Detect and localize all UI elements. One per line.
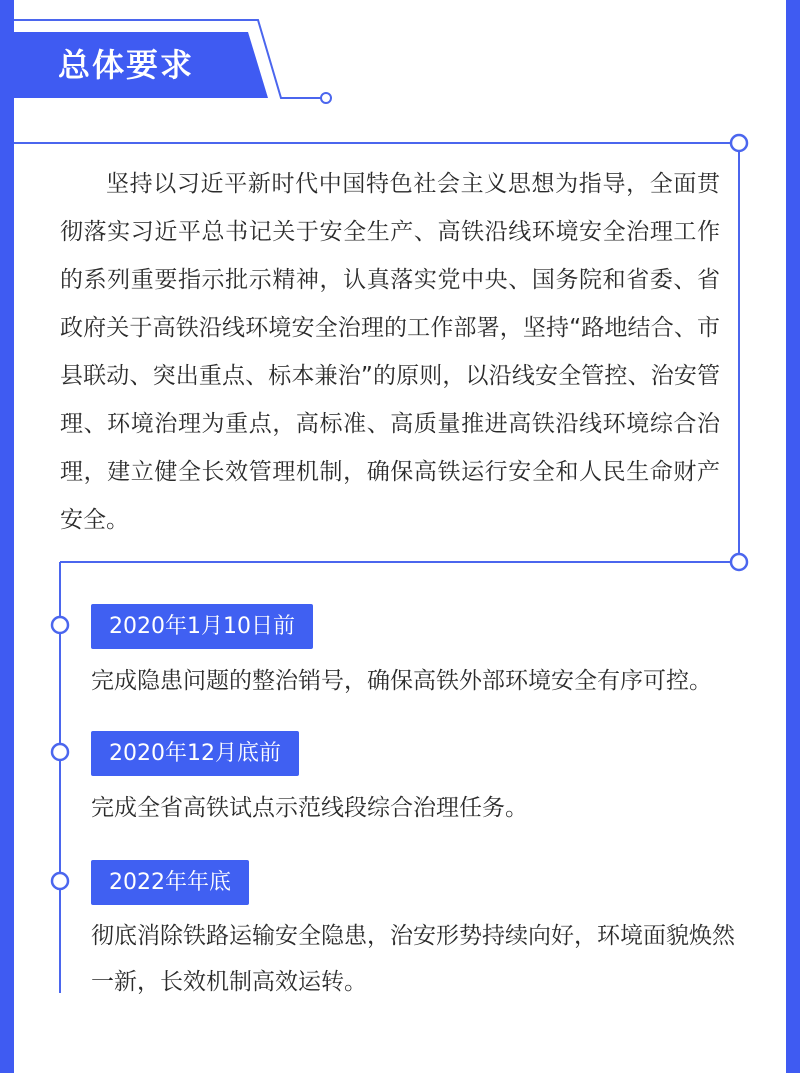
intro-frame-top-dot [731,135,747,151]
timeline-description: 彻底消除铁路运输安全隐患，治安形势持续向好，环境面貌焕然一新，长效机制高效运转。 [91,923,735,995]
section-title: 总体要求 [58,46,195,84]
timeline-date-badge: 2020年12月底前 [91,731,299,776]
timeline-date-badge: 2020年1月10日前 [91,604,313,649]
timeline-dot-3 [52,873,68,889]
title-tab-dot [321,93,331,103]
timeline-description: 完成全省高铁试点示范线段综合治理任务。 [91,795,528,821]
timeline-dot-1 [52,617,68,633]
intro-paragraph: 坚持以习近平新时代中国特色社会主义思想为指导，全面贯彻落实习近平总书记关于安全生产、高铁沿线环境安全治理工作的系列重要指示批示精神，认真落实党中央、国务院和省委、省政府关于高铁沿线环境安全治理的工作部署，坚持“路地结合、市县联动、突出重点、标本兼治”的原则，以沿线安全管控、治安管理、环境治理为重点，高标准、高质量推进高铁沿线环境综合治理，建立健全长效管理机制，确保高铁运行安全和人民生命财产安全。 [60,171,720,533]
timeline-date-badge: 2022年年底 [91,860,249,905]
timeline-description: 完成隐患问题的整治销号，确保高铁外部环境安全有序可控。 [91,668,712,694]
intro-frame-bottom-dot [731,554,747,570]
timeline-dot-2 [52,744,68,760]
